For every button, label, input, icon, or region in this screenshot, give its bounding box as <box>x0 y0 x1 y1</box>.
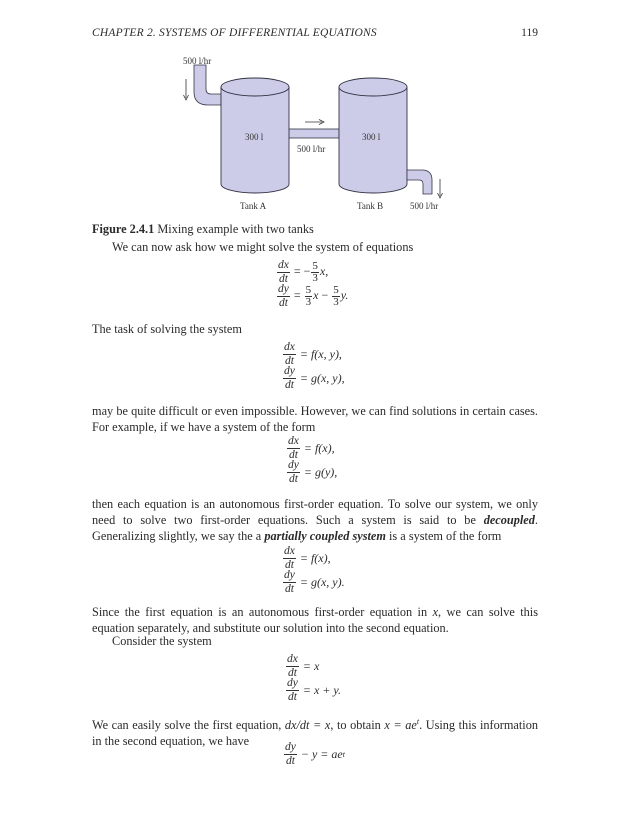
paragraph-5: Since the first equation is an autonomous first-order equation in x, we can solve this equation separately, and substitute our solution into the second equation. <box>92 605 539 635</box>
two-tank-mixing-figure <box>170 52 460 217</box>
caption-text: Mixing example with two tanks <box>157 222 314 236</box>
outflow-pipe <box>407 170 432 194</box>
equation-system-1: $\frac{dx}{dt}$ = − $\frac{5}{3}$ x, $\frac{dy}{dt}$ = $\frac{5}{3}$ x − $\frac{5}{3}$ y. <box>278 258 349 309</box>
running-header <box>92 27 538 39</box>
term-decoupled: decoupled <box>483 513 535 527</box>
tank-b-label: Tank B <box>357 201 384 211</box>
paragraph-3: may be quite difficult or even impossible. However, we can find solutions in certain cases. For example, if we have a system of the form <box>92 404 538 434</box>
figure-caption <box>92 221 538 237</box>
page-number: 119 <box>521 27 538 39</box>
tank-diagram <box>170 52 460 217</box>
paragraph-7: We can easily solve the first equation, dx/dt = x, to obtain $x = ae^t$. Using this information in the second equation, we have <box>92 717 539 749</box>
paragraph-6: Consider the system <box>112 634 212 648</box>
inflow-pipe <box>194 65 221 105</box>
equation-system-4: $\frac{dx}{dt}$ = f(x), $\frac{dy}{dt}$ = g(x, y). <box>284 544 345 595</box>
equation-6: $\frac{dy}{dt}$ − y = ae t <box>285 740 345 767</box>
paragraph-2: The task of solving the system <box>92 322 242 336</box>
term-partially-coupled-system: partially coupled system <box>264 529 386 543</box>
outflow-rate-label: 500 l/hr <box>410 201 439 211</box>
chapter-title: CHAPTER 2. SYSTEMS OF DIFFERENTIAL EQUATIONS <box>92 27 377 39</box>
equation-system-3: $\frac{dx}{dt}$ = f(x), $\frac{dy}{dt}$ = g(y), <box>288 434 338 485</box>
paragraph-4: then each equation is an autonomous first-order equation. To solve our system, we only need to solve two first-order equations. Such a system is said to be decoupled. Generalizing slightly, we say the a partially coupled system is a system of the form <box>92 497 538 543</box>
tank-a-volume-label: 300 l <box>245 132 264 142</box>
equation-system-2: $\frac{dx}{dt}$ = f(x, y), $\frac{dy}{dt}$ = g(x, y), <box>284 340 345 391</box>
tank-a-label: Tank A <box>240 201 267 211</box>
figure-number: Figure 2.4.1 <box>92 222 155 236</box>
paragraph-1: We can now ask how we might solve the system of equations <box>112 240 414 254</box>
transfer-pipe <box>288 129 339 138</box>
transfer-rate-label: 500 l/hr <box>297 144 326 154</box>
tank-b-volume-label: 300 l <box>362 132 381 142</box>
equation-system-5: $\frac{dx}{dt}$ = x $\frac{dy}{dt}$ = x + y. <box>287 652 342 703</box>
inflow-rate-label: 500 l/hr <box>183 56 212 66</box>
